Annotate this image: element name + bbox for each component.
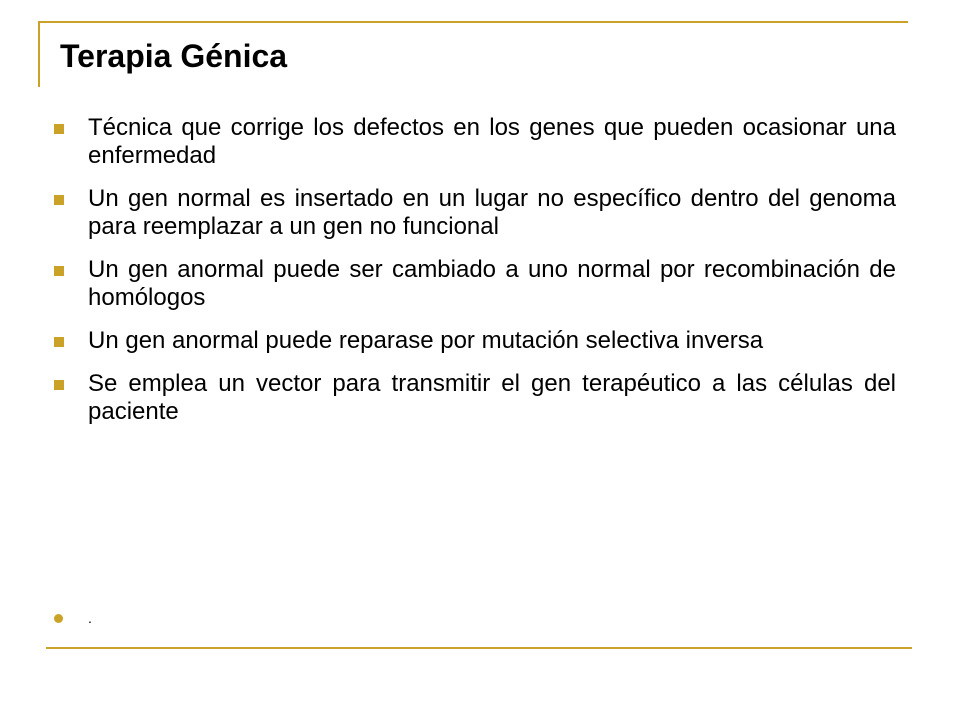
square-bullet-icon — [54, 195, 64, 205]
top-rule — [40, 21, 908, 23]
round-bullet-icon — [54, 614, 63, 623]
bullet-text: Un gen anormal puede ser cambiado a uno normal por recombinación de homólogos — [88, 256, 896, 311]
slide-title: Terapia Génica — [60, 38, 288, 74]
square-bullet-icon — [54, 124, 64, 134]
bullet-item — [48, 327, 896, 355]
bullet-list — [48, 114, 896, 441]
bullet-text: Un gen normal es insertado en un lugar no específico dentro del genoma para reemplazar a un gen no funcional — [88, 185, 896, 240]
bullet-text: Técnica que corrige los defectos en los genes que pueden ocasionar una enfermedad — [88, 114, 896, 169]
bottom-rule — [46, 647, 912, 649]
left-rule — [38, 21, 40, 87]
bullet-item — [48, 114, 896, 170]
bullet-item — [48, 370, 896, 426]
square-bullet-icon — [54, 337, 64, 347]
trailing-bullet-text: . — [88, 610, 92, 626]
square-bullet-icon — [54, 266, 64, 276]
bullet-text: Se emplea un vector para transmitir el gen terapéutico a las células del paciente — [88, 370, 896, 425]
square-bullet-icon — [54, 380, 64, 390]
bullet-item — [48, 256, 896, 312]
bullet-text: Un gen anormal puede reparase por mutación selectiva inversa — [88, 327, 764, 354]
bullet-item — [48, 185, 896, 241]
